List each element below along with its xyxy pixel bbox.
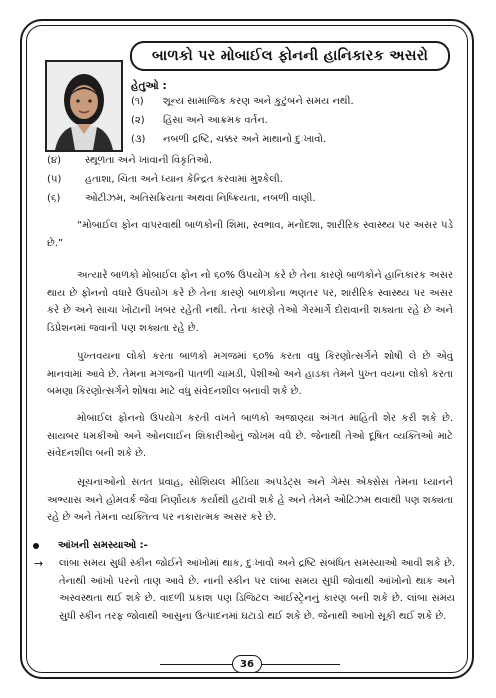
objectives-heading: હેતુઓ : (131, 80, 167, 92)
quote-paragraph: “મોબાઈલ ફોન વાપરવાથી બાળકોની શિમા, સ્વભાવ, મનોદશા, શારીરિક સ્વાસ્થ્ય પર અસર પડે છે.” (47, 220, 453, 249)
objective-number: (૧) (131, 96, 144, 107)
objective-item (47, 155, 316, 174)
objective-number: (૩) (131, 134, 146, 145)
objective-text: ઓટીઝમ, અતિસક્રિયતા અથવા નિષ્ક્રિયતા, નબળી વાણી. (85, 193, 316, 204)
body-paragraph: સૂચનાઓનો સતત પ્રવાહ, સોશિયલ મીડિયા અપડેટ્સ અને ગેમ્સ એક્સેસ તેમના ધ્યાનને અભ્યાસ અને હોમવર્ક જેવા નિર્ણાયક કર્યાથી હટાવી શકે હે અને તેમને ઓટિઝમ થવાથી પણ શક્યતા રહે છે અને તેમના વ્યક્તિત્વ પર નકારાત્મક અસર કરે છે. (47, 477, 453, 523)
objective-number: (૫) (47, 174, 62, 185)
objective-text: હતાશા, ચિંતા અને ધ્યાન કેન્દ્રિત કરવામાં મુશ્કેલી. (85, 174, 283, 185)
objective-item (131, 96, 354, 115)
eye-problems-heading-text: આંખની સમસ્યાઓ :- (58, 540, 148, 551)
objective-item (131, 134, 354, 153)
eye-problems-heading (33, 540, 148, 551)
body-paragraph: અત્યારે બાળકો મોબાઈલ ફોન નો ૬૦% ઉપયોગ કરે છે તેના કારણે બાળકોને હાનિકારક અસર થાય છે ફોનનો વધારે ઉપયોગ કરે છે તેના કારણે બાળકોના ભણતર પર, શારીરિક સ્વાસ્થ્ય પર અસર કરે છે અને સાચા ખોટાની ખબર રહેતી નથી. તેના કારણે તેઓ ગેરમાર્ગે દોરાવાની શક્યતા રહે છે અને ડિપ્રેશનમાં જવાની પણ શક્યતા રહે છે. (47, 270, 453, 334)
eye-problems-paragraph: લાંબા સમય સુધી સ્કીન જોઈને આંખોમાં થાક, દુઃખાવો અને દ્રષ્ટિ સંબંધિત સમસ્યાઓ આવી શકે છે. તેનાથી આંખો પરનો તાણ આવે છે. નાની સ્કીન પર લાંબા સમય સુધી જોવાથી આંખોનો થાક અને અસ્વસ્થતા થઈ શકે છે. વાદળી પ્રકાશ પણ ડિજિટલ આઈસ્ટ્રેનનું કારણ બની શકે છે. લાંબા સમય સુધી સ્કીન તરફ જોવાથી આસુના ઉત્પાદનમાં ઘટાડો થઈ શકે છે. જેનાથી આખો સૂકી થઈ શકે છે. (59, 558, 455, 622)
objectives-list-top (131, 96, 354, 153)
body-paragraph: મોબાઈલ ફોનનો ઉપયોગ કરતી વખતે બાળકો અજાણ્યા અંગત માહિતી શેર કરી શકે છે. સાયબર ધમકીઓ અને ઓનલાઈન શિકારીઓનું જોખમ વધે છે. જેનાથી તેઓ દૂષિત વ્યક્તિઓ માટે સંવેદનશીલ બની શકે છે. (47, 413, 453, 459)
objective-text: સ્થૂળતા અને ખાવાની વિકૃતિઓ. (85, 155, 213, 166)
objective-item (47, 193, 316, 212)
objective-text: નબળી દ્રષ્ટિ, ચક્કર અને માથાનો દુઃખાવો. (163, 134, 327, 145)
objective-number: (૪) (47, 155, 62, 166)
article-title: બાળકો પર મોબાઈલ ફોનની હાનિકારક અસરો (130, 41, 450, 71)
objective-item (131, 115, 354, 134)
objective-item (47, 174, 316, 193)
arrow-right-icon: → (34, 557, 44, 570)
student-photo (45, 60, 123, 152)
objective-text: હિંસા અને આક્રમક વર્તન. (163, 115, 268, 126)
objectives-list-bottom (47, 155, 316, 212)
bullet-icon (33, 543, 39, 549)
objective-number: (૨) (131, 115, 145, 126)
page-number: 36 (232, 655, 262, 673)
objective-number: (૬) (47, 193, 61, 204)
body-paragraph: પુખ્તવયના લોકો કરતા બાળકો મગજમાં ૬૦% કરતા વધુ કિરણોત્સર્ગને શોષી લે છે એવું માનવામાં આવે છે. તેમના મગજની પાતળી ચામડી, પેશીઓ અને હાડકા તેમને પુખ્ત વયના લોકો કરતા બમણા કિરણોત્સર્ગને શોષવા માટે વધુ સંવેદનશીલ બનાવી શકે છે. (47, 351, 453, 397)
objective-text: શૂન્ય સામાજિક કરણ અને કુટુંબને સમય નથી. (163, 96, 354, 107)
